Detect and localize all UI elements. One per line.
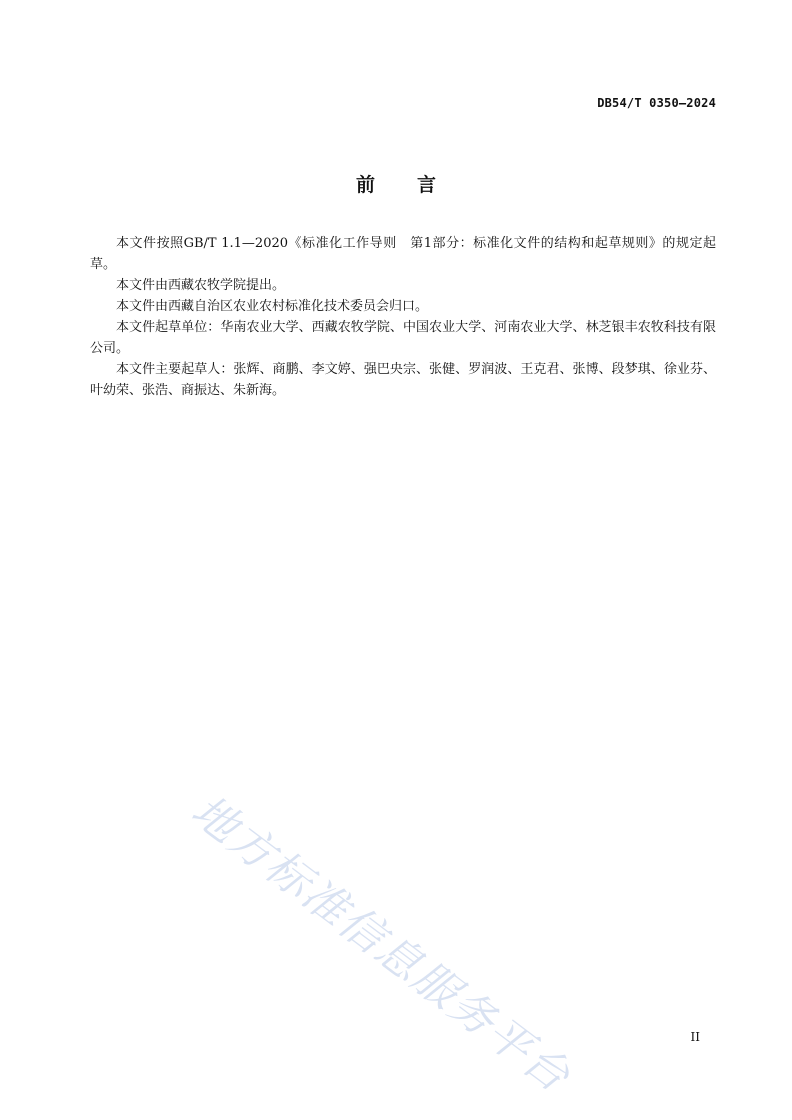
paragraph-proposer: 本文件由西藏农牧学院提出。	[116, 278, 286, 293]
foreword-body	[90, 233, 716, 401]
paragraph-drafters: 本文件主要起草人：张辉、商鹏、李文婷、强巴央宗、张健、罗润波、王克君、张博、段梦琪、徐业芬、叶幼荣、张浩、商振达、朱新海。	[90, 362, 716, 398]
paragraph-drafting-units: 本文件起草单位：华南农业大学、西藏农牧学院、中国农业大学、河南农业大学、林芝银丰农牧科技有限公司。	[90, 320, 716, 356]
page-number: II	[690, 1030, 700, 1044]
document-code: DB54/T 0350—2024	[597, 96, 716, 110]
page-title: 前言	[355, 174, 478, 196]
paragraph-drafting-rules: 本文件按照GB/T 1.1—2020《标准化工作导则 第1部分：标准化文件的结构和起草规则》的规定起草。	[90, 236, 716, 272]
watermark: 地方标准信息服务平台	[181, 785, 581, 1103]
paragraph-committee: 本文件由西藏自治区农业农村标准化技术委员会归口。	[116, 299, 429, 314]
